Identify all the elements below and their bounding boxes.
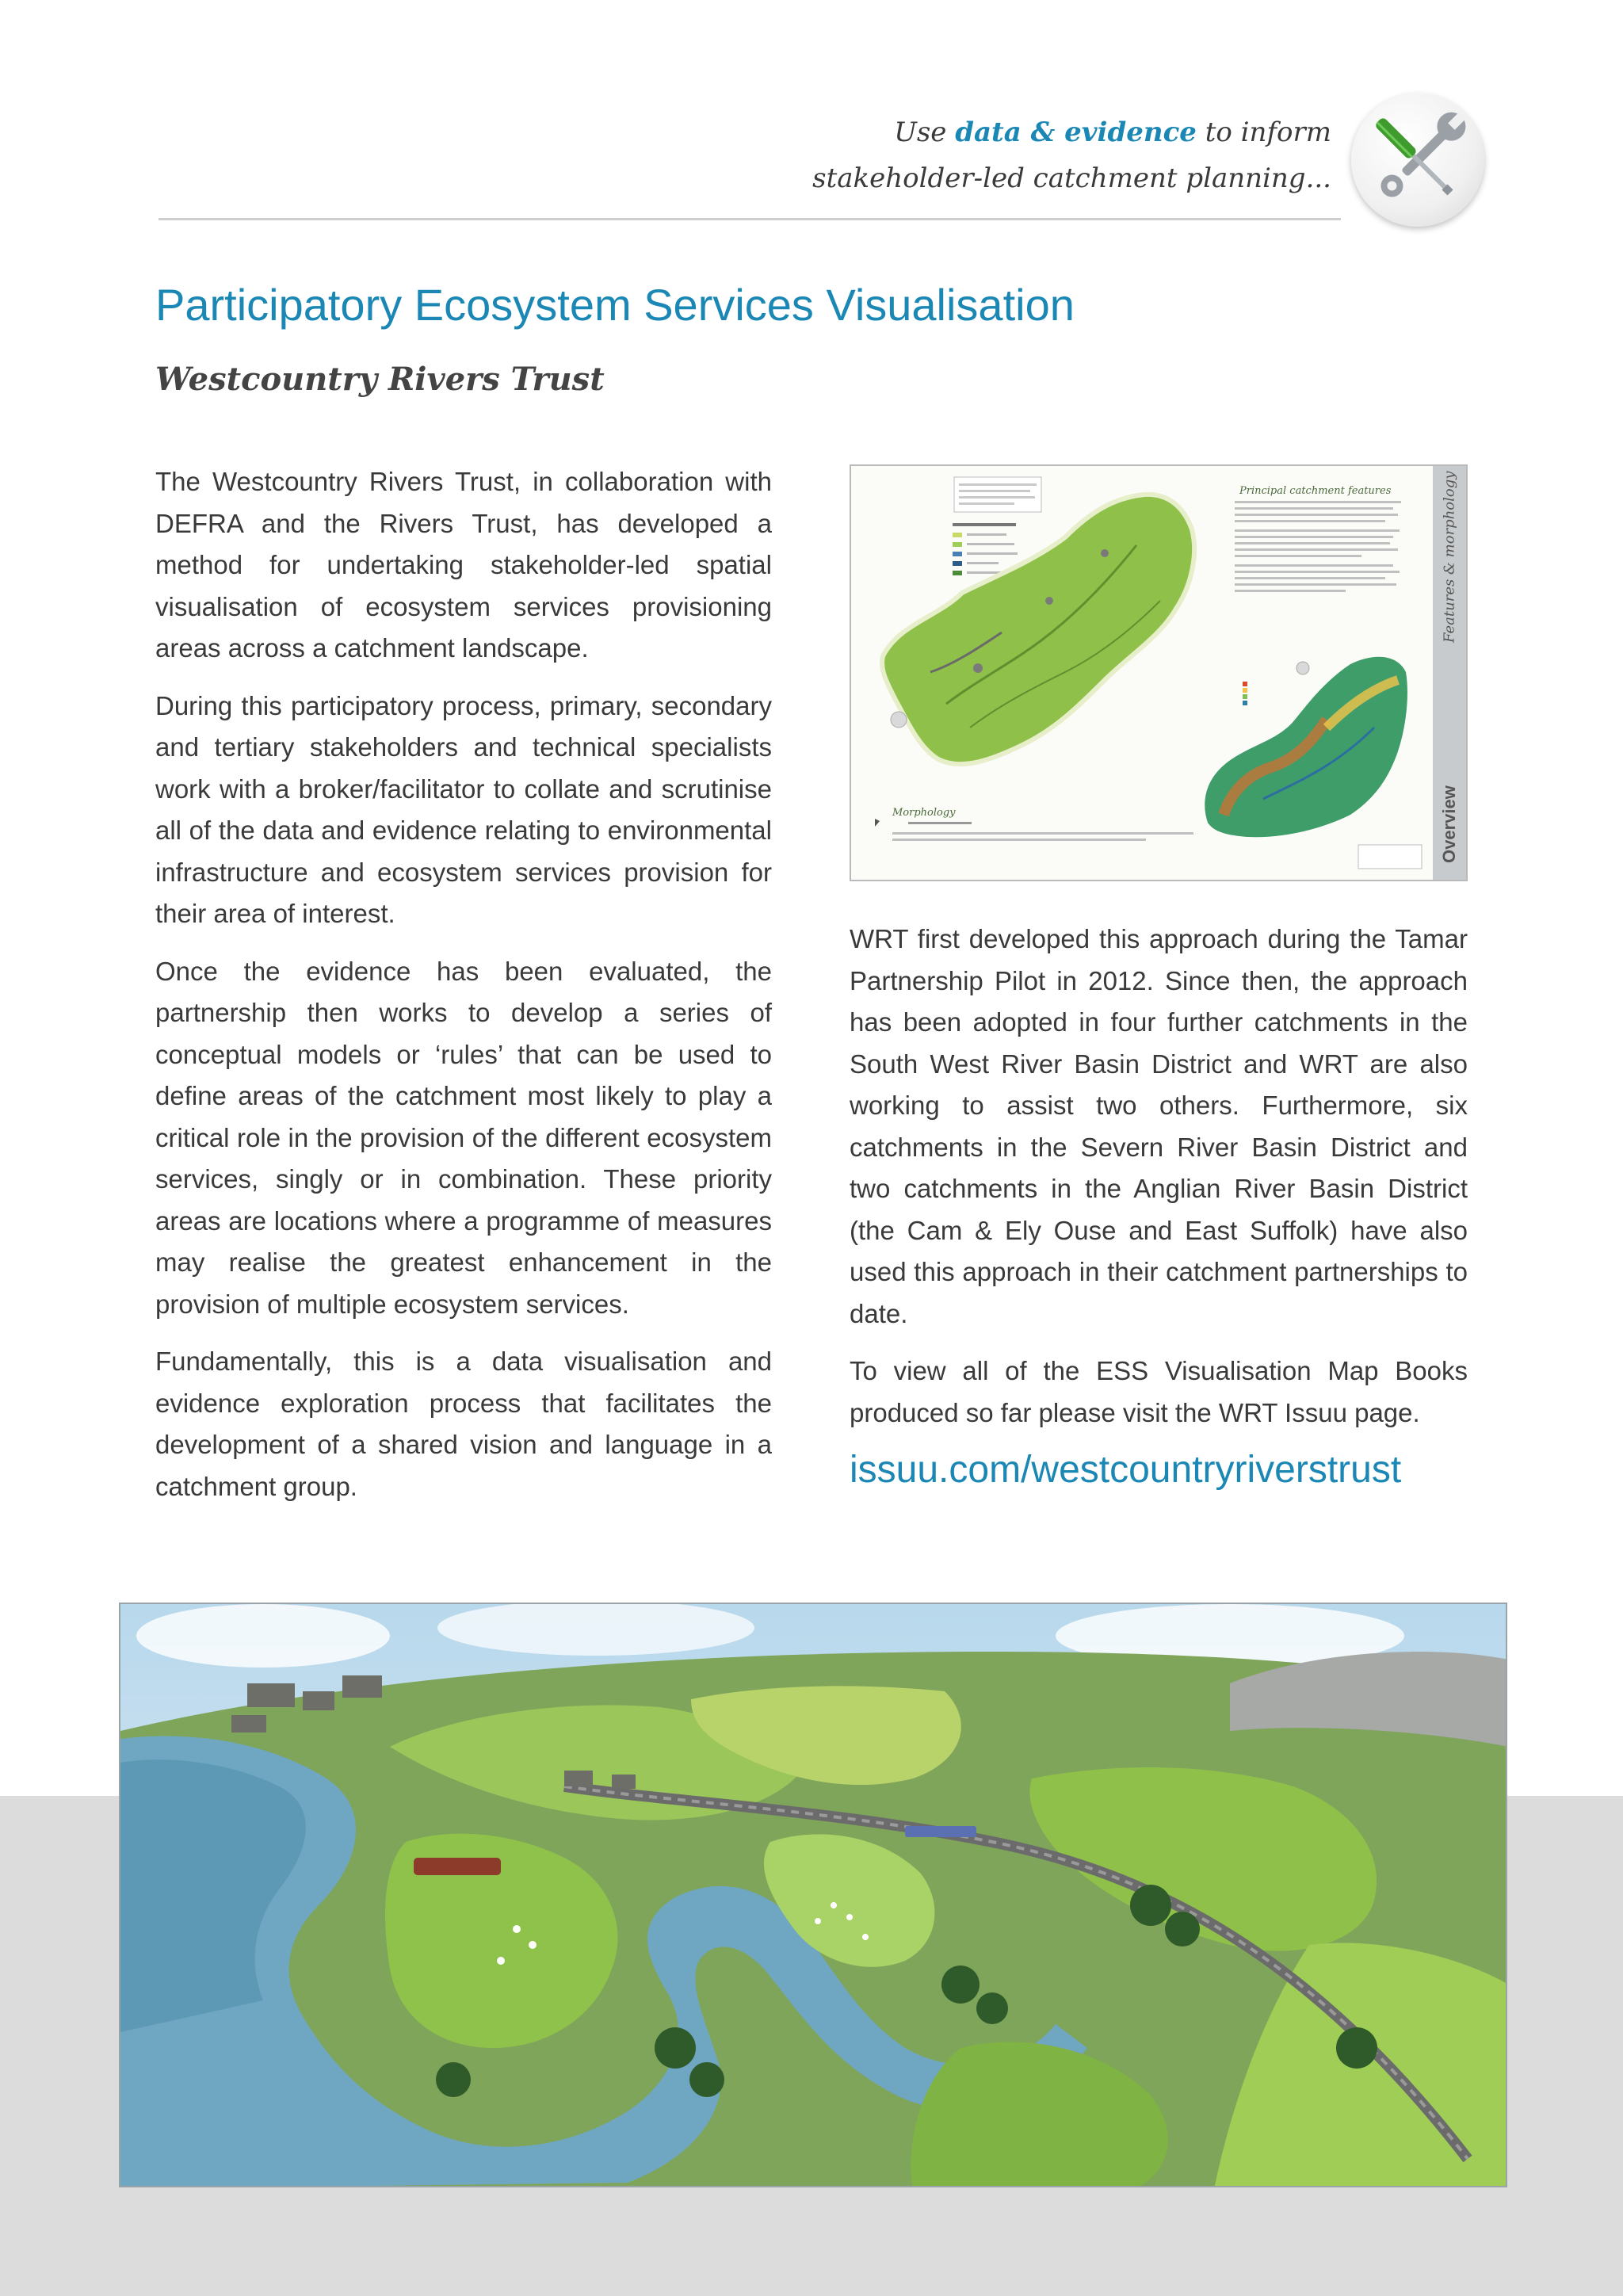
paragraph: To view all of the ESS Visualisation Map Books produced so far please visit the WRT Issuu page. [850,1356,1468,1427]
catchment-map-thumbnail [850,464,1468,881]
paragraph: Once the evidence has been evaluated, the partnership then works to develop a series of conceptual models or ‘rules’ that can be used to define areas of the catchment most likely to play a critical role in the provision of the different ecosystem services, singly or in combination. These priority areas are locations where a programme of measures may realise the greatest enhancement in the provision of multiple ecosystem services. [155,956,772,1319]
tagline-line-1 [812,109,1331,155]
tagline-line-2: stakeholder-led catchment planning... [812,162,1331,194]
tagline-prefix: Use [894,117,947,148]
wrench-screwdriver-icon [1351,94,1484,227]
header-tagline [812,109,1331,201]
map-sidebar [1433,466,1466,880]
morphology-label: Morphology [892,807,956,819]
paragraph: WRT first developed this approach during the Tamar Partnership Pilot in 2012. Since then, the approach has been adopted in four further catchments in the South West River Basin District and WRT are also working to assist two others. Furthermore, six catchments in the Severn River Basin District and two catchments in the Anglian River Basin District (the Cam & Ely Ouse and East Suffolk) have also used this approach in their catchment partnerships to date. [850,924,1468,1328]
paragraph: Fundamentally, this is a data visualisation and evidence exploration process that facilitates the development of a shared vision and language in a catchment group. [155,1347,772,1501]
right-column [850,919,1468,1492]
page-title: Participatory Ecosystem Services Visualisation [155,280,1075,330]
tagline-suffix: to inform [1205,117,1331,148]
paragraph: During this participatory process, primary, secondary and tertiary stakeholders and technical specialists work with a broker/facilitator to collate and scrutinise all of the data and evidence relating to environmental infrastructure and ecosystem services provision for their area of interest. [155,690,772,928]
page-subtitle: Westcountry Rivers Trust [155,361,605,398]
map-heading: Principal catchment features [1239,485,1392,497]
sidebar-label-features: Features & morphology [1441,471,1458,644]
sidebar-label-overview: Overview [1439,785,1459,863]
left-column [155,461,772,1523]
header-divider [158,218,1341,220]
paragraph: The Westcountry Rivers Trust, in collaboration with DEFRA and the Rivers Trust, has developed a method for undertaking stakeholder-led spatial visualisation of ecosystem services provisioning areas across a catchment landscape. [155,467,772,663]
tagline-highlight: data & evidence [955,117,1197,148]
landscape-illustration [119,1603,1507,2187]
issuu-link[interactable]: issuu.com/westcountryriverstrust [850,1449,1402,1491]
